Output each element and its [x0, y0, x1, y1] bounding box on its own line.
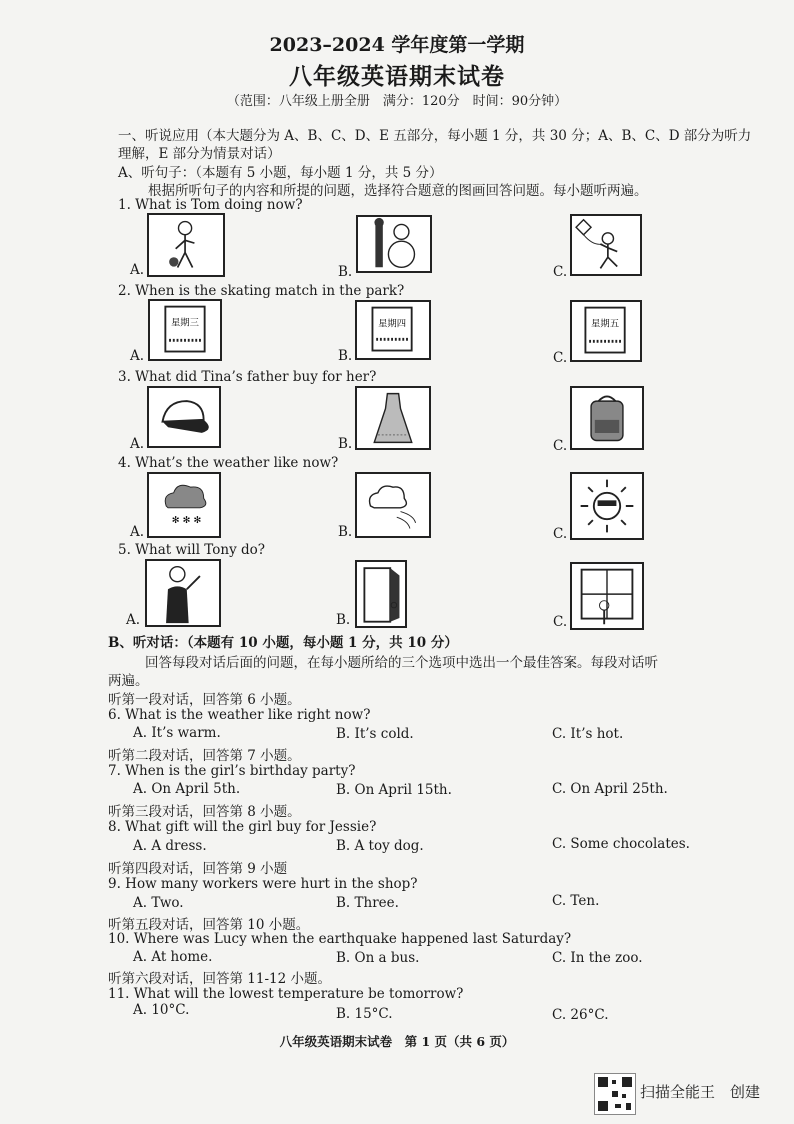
boy-kite-icon: [570, 214, 642, 276]
exam-info: （范围：八年级上册全册 满分：120分 时间：90分钟）: [226, 94, 568, 109]
option-a: A. 10°C.: [133, 1002, 190, 1018]
partB-instructions-cont: 两遍。: [108, 673, 149, 689]
sunny-sun-icon: [570, 472, 644, 540]
option-label: B.: [338, 436, 353, 452]
option-label: A.: [130, 436, 145, 452]
option-a: A. A dress.: [133, 838, 207, 854]
option-label: B.: [338, 264, 353, 280]
option-label: A.: [126, 612, 141, 628]
window-icon: [570, 562, 644, 630]
option-c: C. In the zoo.: [552, 950, 643, 966]
option-label: C.: [553, 438, 568, 454]
scanner-watermark: 扫描全能王 创建: [640, 1083, 761, 1101]
option-b: B. It’s cold.: [336, 726, 414, 742]
calendar-thursday-icon: [355, 300, 431, 360]
option-a: A. At home.: [133, 949, 213, 965]
question-8: 8. What gift will the girl buy for Jessie?: [108, 819, 377, 835]
option-b: B. On April 15th.: [336, 782, 452, 798]
dress-icon: [355, 386, 431, 450]
option-b: B. On a bus.: [336, 950, 420, 966]
question-4: 4. What’s the weather like now?: [118, 455, 339, 471]
calendar-day-text: 星期三: [170, 317, 200, 329]
question-5: 5. What will Tony do?: [118, 542, 266, 558]
cap-icon: [147, 386, 221, 448]
partB-title: B、听对话：（本题有 10 小题，每小题 1 分，共 10 分）: [108, 635, 458, 651]
qr-code-icon: [594, 1073, 636, 1115]
option-label: C.: [553, 264, 568, 280]
calendar-day-text: 星期五: [591, 318, 620, 330]
option-label: B.: [338, 524, 353, 540]
dialog-heading: 听第六段对话，回答第 11-12 小题。: [108, 971, 332, 987]
option-c: C. It’s hot.: [552, 726, 624, 742]
dialog-heading: 听第二段对话，回答第 7 小题。: [108, 748, 301, 764]
option-a: A. Two.: [133, 895, 184, 911]
option-b: B. 15°C.: [336, 1006, 393, 1022]
option-label: B.: [338, 348, 353, 364]
option-a: A. It’s warm.: [133, 725, 221, 741]
question-9: 9. How many workers were hurt in the shop?: [108, 876, 418, 892]
option-label: C.: [553, 614, 568, 630]
option-label: C.: [553, 350, 568, 366]
option-label: A.: [130, 524, 145, 540]
open-door-icon: [355, 560, 407, 628]
option-label: A.: [130, 348, 145, 364]
dialog-heading: 听第五段对话，回答第 10 小题。: [108, 917, 310, 933]
option-label: B.: [336, 612, 351, 628]
option-c: C. Ten.: [552, 893, 600, 909]
calendar-wednesday-icon: [148, 299, 222, 361]
option-c: C. Some chocolates.: [552, 836, 690, 852]
question-11: 11. What will the lowest temperature be tomorrow?: [108, 986, 464, 1002]
question-3: 3. What did Tina’s father buy for her?: [118, 369, 377, 385]
backpack-icon: [570, 386, 644, 450]
windy-cloud-icon: [355, 472, 431, 538]
partB-instructions: 回答每段对话后面的问题，在每小题所给的三个选项中选出一个最佳答案。每段对话听: [145, 655, 658, 671]
section1-intro-cont: 理解，E 部分为情景对话）: [118, 146, 281, 162]
partA-title: A、听句子：（本题有 5 小题，每小题 1 分，共 5 分）: [118, 165, 443, 181]
calendar-day-text: 星期四: [378, 318, 407, 330]
exam-title: 八年级英语期末试卷: [289, 63, 505, 90]
option-c: C. 26°C.: [552, 1007, 609, 1023]
snowy-cloud-icon: [147, 472, 221, 538]
page-footer: 八年级英语期末试卷 第 1 页（共 6 页）: [279, 1034, 515, 1049]
question-1: 1. What is Tom doing now?: [118, 197, 303, 213]
section1-intro: 一、听说应用（本大题分为 A、B、C、D、E 五部分，每小题 1 分，共 30 分；A、B、C、D 部分为听力: [118, 128, 752, 144]
option-label: A.: [130, 262, 145, 278]
question-2: 2. When is the skating match in the park?: [118, 283, 405, 299]
option-b: B. Three.: [336, 895, 399, 911]
option-c: C. On April 25th.: [552, 781, 668, 797]
question-10: 10. Where was Lucy when the earthquake happened last Saturday?: [108, 931, 572, 947]
dialog-heading: 听第四段对话，回答第 9 小题: [108, 861, 288, 877]
dialog-heading: 听第一段对话，回答第 6 小题。: [108, 692, 301, 708]
partA-instructions: 根据所听句子的内容和所提的问题，选择符合题意的图画回答问题。每小题听两遍。: [148, 183, 648, 199]
question-7: 7. When is the girl’s birthday party?: [108, 763, 356, 779]
question-6: 6. What is the weather like right now?: [108, 707, 371, 723]
calendar-friday-icon: [570, 300, 642, 362]
boy-pointing-icon: [145, 559, 221, 627]
option-b: B. A toy dog.: [336, 838, 424, 854]
dialog-heading: 听第三段对话，回答第 8 小题。: [108, 804, 301, 820]
option-a: A. On April 5th.: [133, 781, 241, 797]
snowman-icon: [356, 215, 432, 273]
option-label: C.: [553, 526, 568, 542]
boy-basketball-icon: [147, 213, 225, 277]
term-heading: 2023–2024 学年度第一学期: [269, 34, 525, 56]
svg-text:✻ ✻ ✻: ✻ ✻ ✻: [171, 514, 202, 526]
